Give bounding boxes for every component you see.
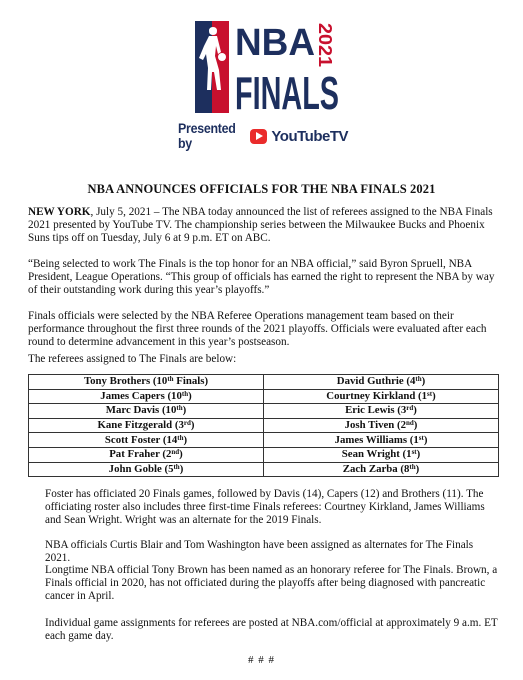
referee-name: Josh Tiven (2 (344, 419, 406, 432)
ordinal-suffix: rd (183, 419, 191, 428)
paragraph-alternates: NBA officials Curtis Blair and Tom Washington have been assigned as alternates for The Finals 2021. (45, 539, 474, 565)
referee-name: Kane Fitzgerald (3 (97, 419, 184, 432)
ordinal-suffix: st (427, 389, 433, 398)
youtube-play-icon (250, 129, 268, 144)
paragraph-table-intro: The referees assigned to The Finals are below: (28, 353, 237, 365)
referee-name: Eric Lewis (3 (345, 404, 407, 417)
table-row (29, 389, 499, 404)
referee-cell-left (29, 404, 264, 419)
referee-cell-left (29, 389, 264, 404)
referee-name: Tony Brothers (10 (83, 375, 168, 388)
referee-cell-right (264, 447, 499, 462)
referee-tail: ) (179, 462, 184, 475)
referee-tail: ) (179, 448, 183, 461)
referee-tail: ) (182, 404, 187, 417)
ordinal-suffix: rd (406, 404, 414, 413)
referee-tail: ) (190, 419, 195, 432)
referee-cell-left (29, 375, 264, 390)
referee-tail: ) (413, 419, 418, 432)
paragraph-assignments: Individual game assignments for referees are posted at NBA.com/official at approximately 9 a.m. ET each game day. (45, 617, 498, 643)
logo-year-text: 2021 (315, 23, 335, 64)
ordinal-suffix: st (418, 433, 424, 442)
presented-by-text: Presented by (178, 121, 236, 151)
ordinal-suffix: th (176, 404, 183, 413)
referee-cell-left (29, 447, 264, 462)
referee-tail: ) (413, 404, 417, 417)
ordinal-suffix: th (409, 462, 416, 471)
referee-cell-right (264, 418, 499, 433)
ordinal-suffix: th (415, 375, 422, 384)
paragraph-intro (28, 206, 498, 246)
sponsor-line (178, 121, 348, 151)
referee-name: James Capers (10 (100, 389, 182, 402)
logo-finals-text: FINALS (235, 67, 339, 119)
referee-name: James Williams (1 (334, 433, 419, 446)
page-title: NBA ANNOUNCES OFFICIALS FOR THE NBA FINALS 2021 (87, 182, 436, 196)
ordinal-suffix: nd (171, 448, 180, 457)
ordinal-suffix: th (181, 389, 189, 398)
ordinal-suffix: st (411, 448, 417, 457)
referee-tail: ) (183, 433, 188, 446)
referee-cell-right (264, 433, 499, 448)
referee-name: Zach Zarba (8 (342, 462, 410, 475)
paragraph-selection: Finals officials were selected by the NBA Referee Operations management team based on their performance throughout the first three rounds of the 2021 playoffs. Officials were evaluated after each round to determine advancement in this year’s postseason. (28, 310, 487, 349)
logo-nba-text: NBA (235, 22, 315, 64)
table-row (29, 462, 499, 477)
referee-cell-right (264, 462, 499, 477)
table-row (29, 375, 499, 390)
referee-cell-right (264, 389, 499, 404)
ordinal-suffix: nd (406, 419, 414, 428)
referee-tail: ) (421, 375, 426, 388)
referee-tail: ) (415, 462, 420, 475)
end-marker: # # # (248, 654, 275, 666)
referee-name: David Guthrie (4 (336, 375, 416, 388)
paragraph-experience: Foster has officiated 20 Finals games, followed by Davis (14), Capers (12) and Brothers (11). The officiating roster also includes three first-time Finals referees: Courtney Kirkland, James Williams and Sean Wright. Wright was an alternate for the 2019 Finals. (45, 488, 485, 527)
ordinal-suffix: th (177, 433, 184, 442)
referee-tail: ) (423, 433, 428, 446)
nba-finals-logo-graphic (191, 17, 341, 117)
nba-finals-2021-logo (191, 17, 341, 117)
paragraph-quote: “Being selected to work The Finals is the top honor for an NBA official,” said Byron Spruell, NBA President, League Operations. “This group of officials has earned the right to represent the NBA by way of their outstanding work during this year’s playoffs.” (28, 258, 495, 297)
referee-name: Pat Fraher (2 (109, 448, 172, 461)
ordinal-suffix: th (167, 375, 174, 384)
youtube-tv-brand: YouTubeTV (271, 127, 348, 145)
table-row (29, 404, 499, 419)
table-row (29, 433, 499, 448)
referee-cell-right (264, 404, 499, 419)
intro-text: , July 5, 2021 – The NBA today announced the list of referees assigned to the NBA Finals 2021 presented by YouTube TV. The championship series between the Milwaukee Bucks and Phoenix Suns tips off on Tuesday, July 6 at 9 p.m. ET on ABC. (28, 206, 493, 245)
referee-name: Marc Davis (10 (105, 404, 177, 417)
referee-cell-left (29, 418, 264, 433)
referee-name: John Goble (5 (108, 462, 174, 475)
referee-tail: ) (416, 448, 421, 461)
referee-tail: ) (432, 389, 436, 402)
paragraph-honorary: Longtime NBA official Tony Brown has been named as an honorary referee for The Finals. Brown, a Finals official in 2020, has not officiated during the playoffs after being diagnosed with pancreatic cancer in April. (45, 564, 498, 603)
referee-cell-left (29, 462, 264, 477)
referee-name: Sean Wright (1 (341, 448, 412, 461)
dateline: NEW YORK (28, 206, 91, 218)
referee-cell-right (264, 375, 499, 390)
table-row (29, 447, 499, 462)
table-row (29, 418, 499, 433)
ordinal-suffix: th (173, 462, 180, 471)
referees-table (28, 374, 499, 477)
referee-tail: Finals) (173, 375, 209, 388)
referee-name: Courtney Kirkland (1 (326, 389, 428, 402)
referee-cell-left (29, 433, 264, 448)
referee-tail: ) (188, 389, 192, 402)
referee-name: Scott Foster (14 (104, 433, 178, 446)
